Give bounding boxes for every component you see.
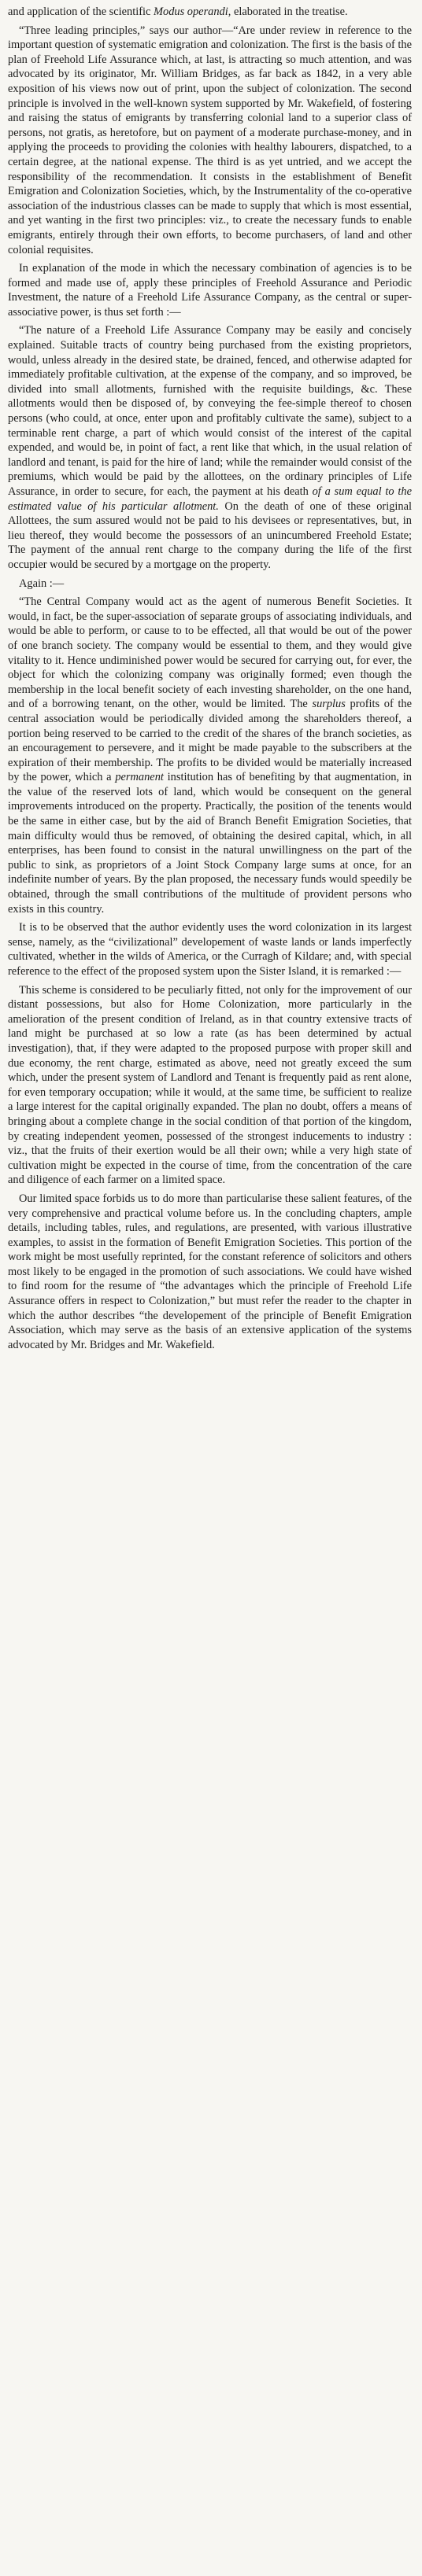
article-paragraph — [8, 1192, 412, 1353]
text-run: Again :— — [19, 577, 65, 590]
text-run: This scheme is considered to be peculiarly fitted, not only for the improvement of our distant possessions, but also for Home Colonization, more particularly in the amelioration of the present condition of Ireland, as in that country extensive tracts of land might be purchased at so low a rate (as has been determined by actual investigation), that, if they were adapted to the proposed purpose with proper skill and due economy, the rent charge, estimated as above, need not greatly exceed the sum which, under the present system of Landlord and Tenant is frequently paid as rent alone, for even temporary occupation; while it would, at the same time, be sufficient to realize a large interest for the capital originally expanded. The plan no doubt, offers a means of bringing about a complete change in the social condition of that portion of the kingdom, by creating independent yeomen, possessed of the strongest inducements to industry : viz., that the fruits of their exertion would be all their own; while a very high state of cultivation might be expected in the course of time, from the concentration of the care and diligence of each farmer on a limited space. — [8, 983, 412, 1187]
text-run: profits of the central association would be periodically divided among the shareholders thereof, a portion being reserved to be carried to the credit of the shares of the branch societies, as an encouragement to persevere, and it might be made payable to the subscribers at the expiration of their membership. The profits to be divided would be materially increased by the power, which a — [8, 698, 412, 784]
text-run: , elaborated in the treatise. — [228, 6, 348, 18]
italic-text-run: of a sum equal to the estimated value of his particular allotment. — [8, 485, 413, 513]
text-run: institution has of benefiting by that augmentation, in the value of the reserved lots of land, which would be consequent on the general improvements introduced on the property. Practically, the position of the tenents would be the same in either case, but by the aid of Branch Benefit Emigration Societies, that main difficulty would thus be removed, of obtaining the desired capital, which, in all enterprises, has been found to consist in the natural unwillingness on the part of the public to sink, as proprietors of a Joint Stock Company large sums at once, for an indefinite number of years. By the plan proposed, the necessary funds would speedily be obtained, through the small contributions of the multitude of provident persons who exists in this country. — [8, 771, 412, 916]
article-paragraph — [8, 5, 412, 20]
article-paragraph — [8, 983, 412, 1188]
italic-text-run: surplus — [312, 698, 346, 711]
italic-text-run: permanent — [115, 771, 164, 784]
text-run: and application of the scientific — [8, 6, 154, 18]
article-paragraph — [8, 595, 412, 916]
text-run: Our limited space forbids us to do more than particularise these salient features, of the very comprehensive and practical volume before us. In the concluding chapters, ample details, including tables, rules, and regulations, are presented, with various illustrative examples, to assist in the formation of Benefit Emigration Societies. This portion of the work might be most usefully reprinted, for the constant reference of solicitors and others most likely to be engaged in the promotion of such associations. We could have wished to find room for the resume of “the advantages which the principle of Freehold Life Assurance offers in respect to Colonization,” but must refer the reader to the chapter in which the author describes “the developement of the principle of Benefit Emigration Association, which may serve as the basis of an extensive application of the systems advocated by Mr. Bridges and Mr. Wakefield. — [8, 1192, 412, 1351]
article-paragraph — [8, 24, 412, 258]
text-run: “The nature of a Freehold Life Assurance Company may be easily and concisely explained. Suitable tracts of country being purchased from the existing proprietors, would, unless already in the desired state, be drained, fenced, and otherwise adapted for immediately profitable cultivation, at the expense of the company, and so improved, be divided into small allotments, furnished with the requisite buildings, &c. These allotments would then be disposed of, by conveying the fee-simple thereof to chosen persons (who could, at once, enter upon and profitably cultivate the same), subject to a terminable rent charge, a part of which would consist of the interest of the capital expended, and would be, in point of fact, a rent like that which, in the usual relation of landlord and tenant, is paid for the hire of land; while the remainder would consist of the premiums, which would be paid by the allottees, on the ordinary principles of Life Assurance, in order to secure, for each, the payment at his death — [8, 324, 412, 498]
article-paragraph — [8, 323, 412, 572]
text-run: “Three leading principles,” says our author—“Are under review in reference to the important question of systematic emigration and colonization. The first is the basis of the plan of Freehold Life Assurance which, at last, is attracting so much attention, and was advocated by its originator, Mr. William Bridges, as far back as 1842, in a very able exposition of his views now out of print, upon the subject of colonization. The second principle is involved in the well-known system supported by Mr. Wakefield, of fostering and raising the status of emigrants by transferring colonial land to a superior class of persons, not gratis, as heretofore, but on payment of a moderate purchase-money, and in applying the proceeds to providing the colonies with healthy labourers, dispatched, to a certain degree, at the national expense. The third is as yet untried, and we accept the responsibility of the recommendation. It consists in the establishment of Benefit Emigration and Colonization Societies, which, by the Instrumentality of the co-operative association of the industrious classes can be made to supply that which is most essential, and yet wanting in the first two principles: viz., to create the necessary funds to enable emigrants, entirely through their own efforts, to become purchasers, of land and other colonial requisites. — [8, 24, 412, 256]
text-run: “The Central Company would act as the agent of numerous Benefit Societies. It would, in fact, be the super-association of separate groups of associating individuals, and would be able to perform, or cause to to be effected, all that would be out of the power of one branch society. The company would be essential to them, and they would give vitality to it. Hence undiminished power would be secured for carrying out, for ever, the object for which the colonizing company was originally formed; even though the membership in the local benefit society of each investing shareholder, on the one hand, and of a borrowing tenant, on the other, would be limited. The — [8, 595, 412, 711]
text-run: It is to be observed that the author evidently uses the word colonization in its largest sense, namely, as the “civilizational” developement of waste lands or lands imperfectly cultivated, whether in the wilds of America, or the Curragh of Kildare; and, with special reference to the effect of the proposed system upon the Sister Island, it is remarked :— — [8, 921, 412, 978]
article-paragraph — [8, 261, 412, 319]
text-run: In explanation of the mode in which the necessary combination of agencies is to be formed and made use of, apply these principles of Freehold Assurance and Periodic Investment, the nature of a Freehold Life Assurance Company, as the central or super-associative power, is thus set forth :— — [8, 262, 412, 319]
article-body — [8, 5, 412, 1352]
italic-text-run: Modus operandi — [154, 6, 228, 18]
article-paragraph — [8, 920, 412, 978]
section-heading — [19, 577, 412, 591]
text-run: On the death of one of these original Allottees, the sum assured would not be paid to his devisees or representatives, but, in lieu thereof, they would become the possessors of an unincumbered Freehold Estate; The payment of the annual rent charge to the company during the life of the first occupier would be secured by a mortgage on the property. — [8, 499, 412, 571]
